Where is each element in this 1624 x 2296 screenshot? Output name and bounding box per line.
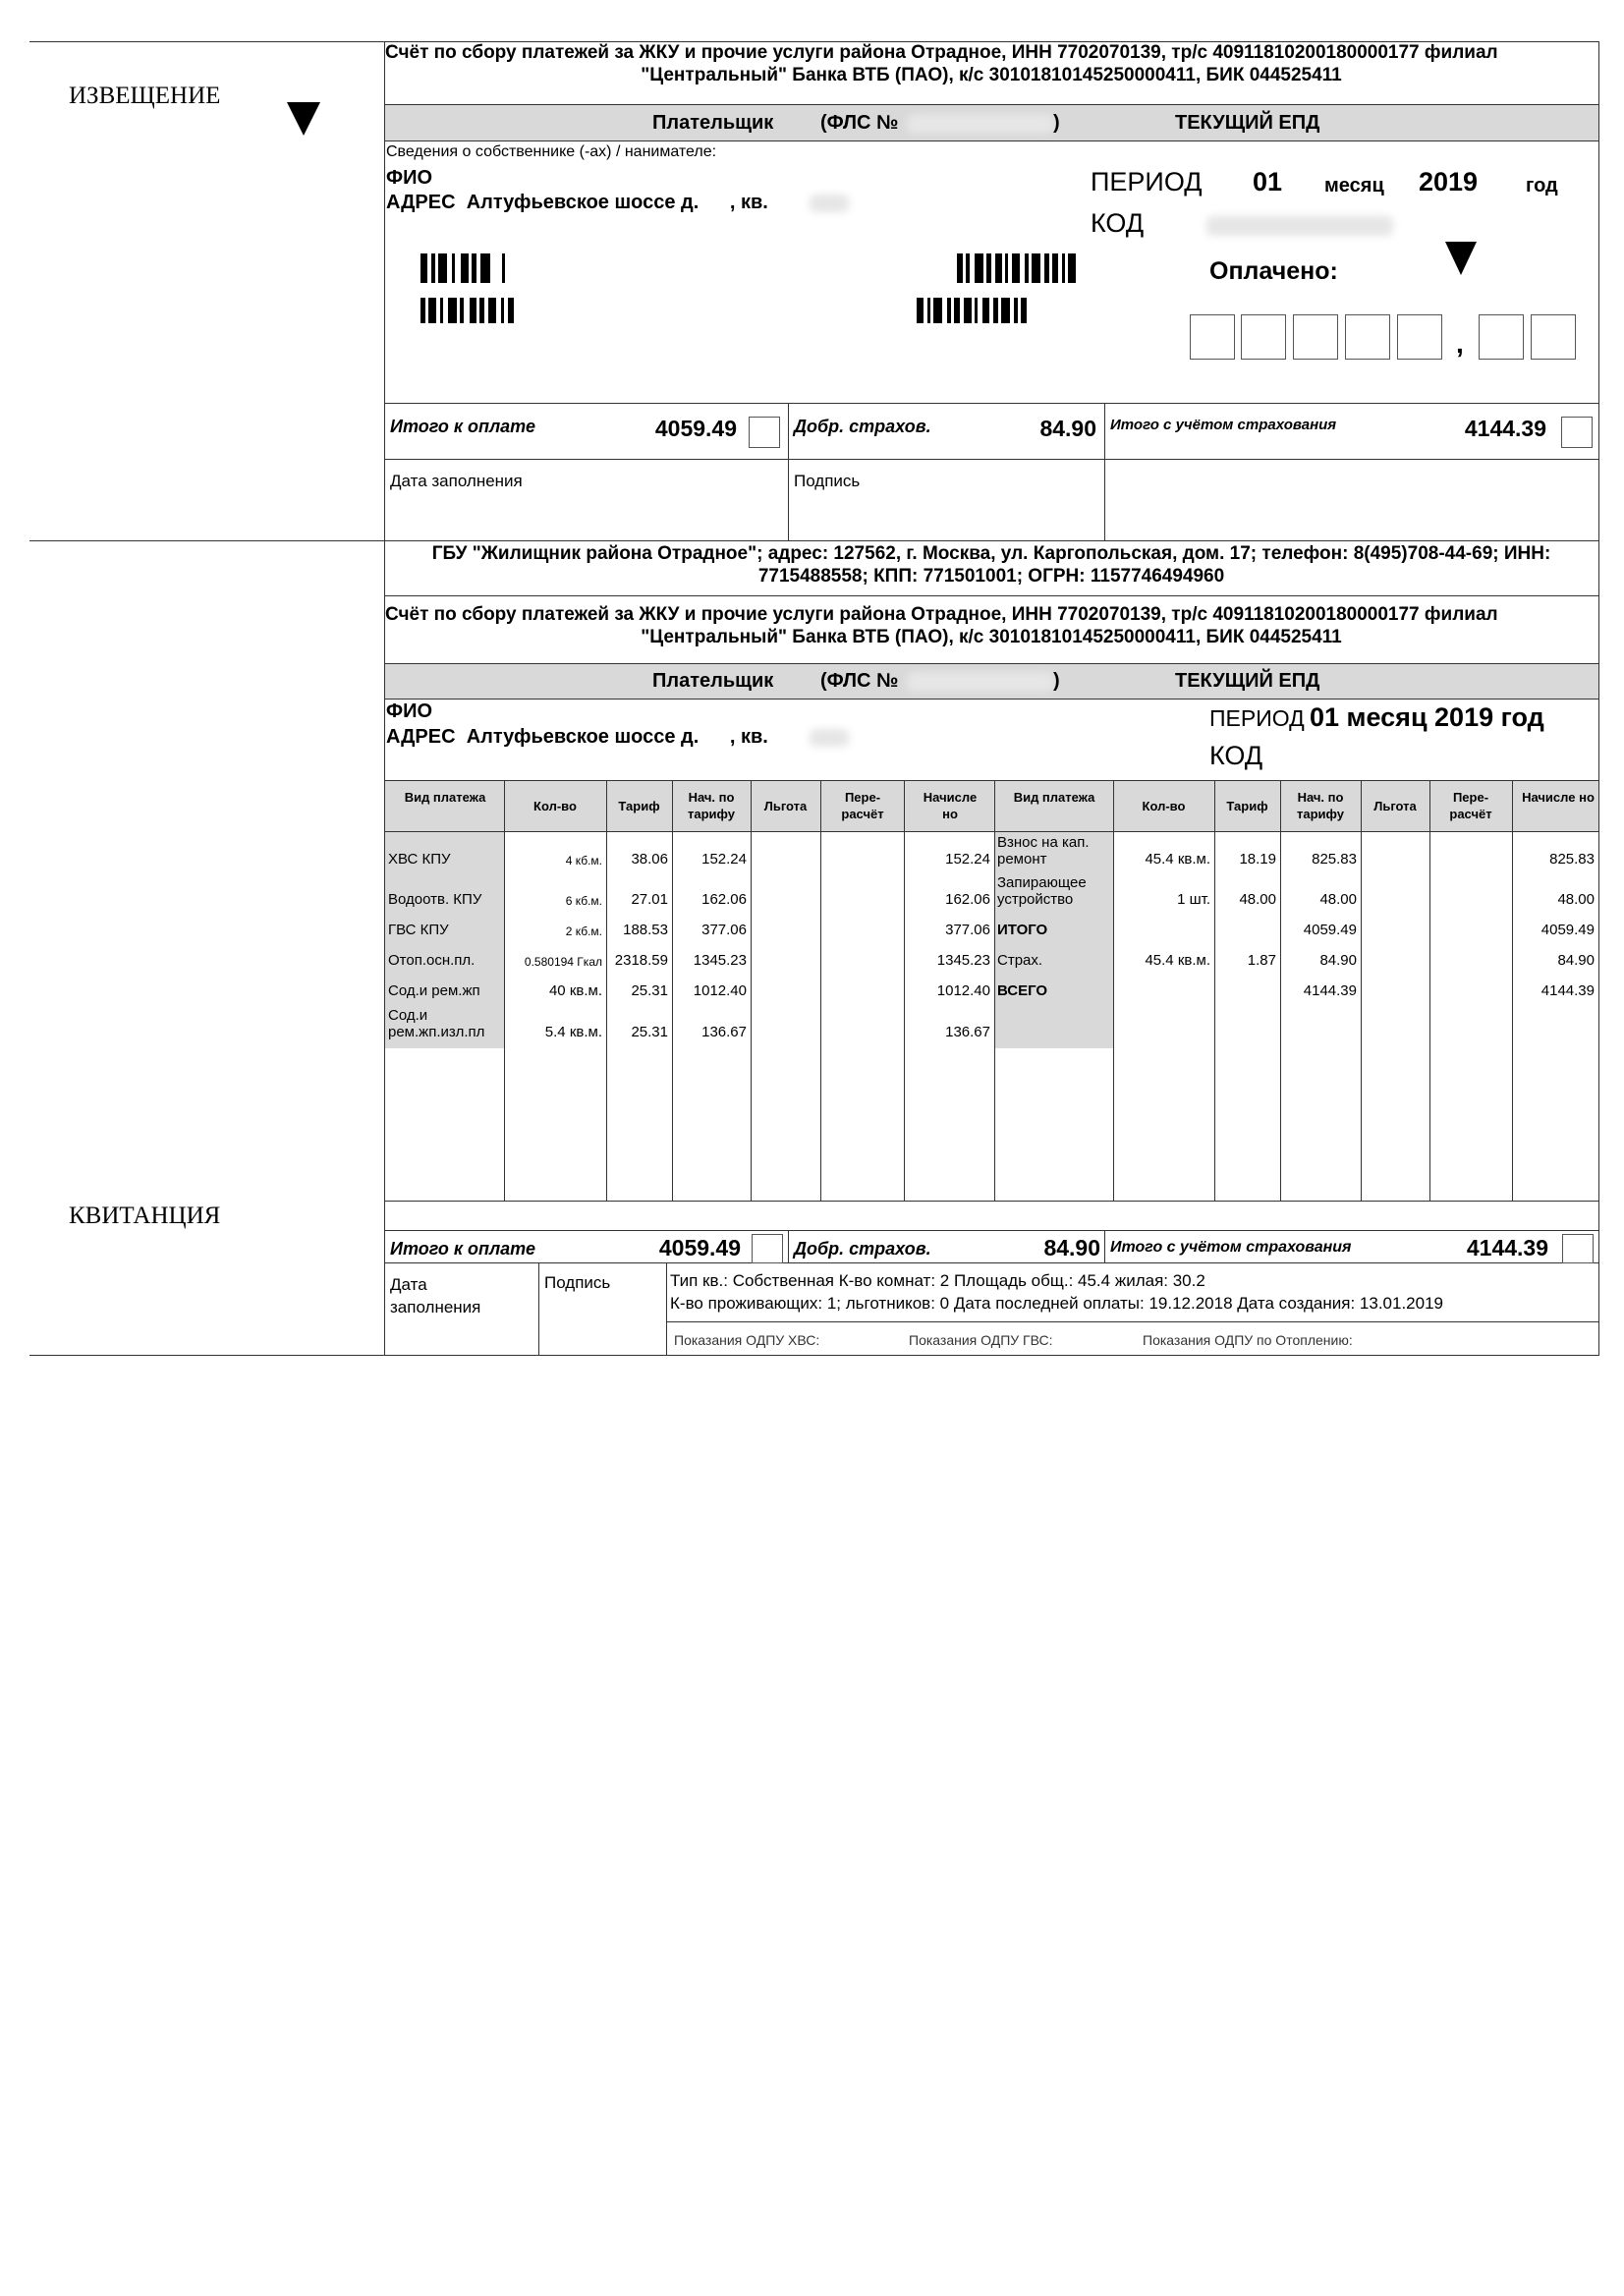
apartment-label: , кв. — [729, 192, 768, 213]
col-header-kol: Кол-во — [533, 799, 577, 813]
address-label: АДРЕС — [386, 726, 456, 748]
paid-digit-box[interactable] — [1190, 314, 1235, 360]
receipt-insurance-value: 84.90 — [1043, 1235, 1100, 1260]
row-name: ИТОГО — [997, 922, 1048, 938]
total-ins-checkbox[interactable] — [1562, 1234, 1594, 1263]
rule — [994, 780, 995, 1201]
rule — [384, 403, 1598, 404]
notice-date-label: Дата заполнения — [390, 472, 523, 490]
receipt-label: КВИТАНЦИЯ — [69, 1203, 221, 1229]
notice-month-word: месяц — [1324, 175, 1384, 196]
row-by-tariff: 1345.23 — [693, 952, 747, 969]
notice-bottom-border — [29, 540, 1599, 541]
rule — [538, 1262, 539, 1355]
receipt-code-label: КОД — [1209, 741, 1263, 770]
row-name: Взнос на кап. ремонт — [997, 834, 1090, 868]
receipt-total-label: Итого к оплате — [390, 1239, 535, 1259]
row-tariff: 25.31 — [631, 982, 668, 999]
col-header-tarif: Тариф — [1226, 799, 1268, 813]
receipt-period-value: 01 месяц 2019 год — [1310, 702, 1544, 732]
row-tariff: 38.06 — [631, 851, 668, 868]
paid-comma: , — [1456, 328, 1464, 359]
rule — [384, 595, 1598, 596]
receipt-total-ins-value: 4144.39 — [1466, 1235, 1548, 1260]
row-name: ХВС КПУ — [388, 851, 451, 868]
row-charged: 84.90 — [1557, 952, 1595, 969]
col-header-vid: Вид платежа — [404, 790, 486, 805]
row-by-tariff: 825.83 — [1312, 851, 1357, 868]
row-charged: 1012.40 — [936, 982, 990, 999]
rule — [1104, 1230, 1105, 1262]
rule — [666, 1321, 1598, 1322]
notice-bank-details — [384, 41, 1598, 86]
col-header-tarif: Тариф — [618, 799, 660, 813]
receipt-epd-label: ТЕКУЩИЙ ЕПД — [1175, 670, 1320, 692]
row-name: Сод.и рем.жп — [388, 982, 480, 999]
col-header-nachisleno: Начисле но — [923, 790, 978, 821]
notice-epd-label: ТЕКУЩИЙ ЕПД — [1175, 112, 1320, 134]
row-charged: 4059.49 — [1540, 922, 1595, 938]
row-tariff: 27.01 — [631, 891, 668, 908]
rule — [384, 140, 1598, 141]
date-label-line1: Дата — [390, 1275, 427, 1294]
rule — [1429, 780, 1430, 1201]
notice-total-ins-value: 4144.39 — [1464, 416, 1546, 441]
row-name: Сод.и рем.жп.изл.пл — [388, 1007, 485, 1040]
notice-period-month: 01 — [1253, 167, 1283, 196]
receipt-fio-label: ФИО — [386, 700, 433, 722]
notice-bank-line2: "Центральный" Банка ВТБ (ПАО), к/с 30101810145250000411, БИК 044525411 — [641, 65, 1342, 85]
row-by-tariff: 84.90 — [1319, 952, 1357, 969]
redacted-account — [907, 672, 1054, 692]
notice-code-label: КОД — [1091, 208, 1145, 238]
row-by-tariff: 136.67 — [701, 1024, 747, 1040]
date-label-line2: заполнения — [390, 1298, 481, 1316]
notice-fls-close: ) — [1053, 112, 1060, 134]
col-header-nachisleno: Начисле но — [1522, 790, 1595, 805]
receipt-fls-close: ) — [1053, 670, 1060, 692]
row-tariff: 1.87 — [1247, 952, 1276, 969]
odpu-gvs-label: Показания ОДПУ ГВС: — [909, 1332, 1053, 1348]
rule — [666, 1262, 667, 1355]
notice-bank-line1: Счёт по сбору платежей за ЖКУ и прочие услуги района Отрадное, ИНН 7702070139, тр/с 40911810200180000177 филиал — [385, 42, 1498, 63]
row-tariff: 25.31 — [631, 1024, 668, 1040]
apartment-info-line2: К-во проживающих: 1; льготников: 0 Дата последней оплаты: 19.12.2018 Дата создания: 13.01.2019 — [670, 1294, 1444, 1313]
col-header-pereraschet: Пере-расчёт — [841, 790, 884, 821]
row-name: ВСЕГО — [997, 982, 1048, 999]
row-qty: 6 кб.м. — [565, 894, 602, 908]
notice-period-year: 2019 — [1419, 167, 1479, 196]
row-charged: 136.67 — [945, 1024, 990, 1040]
receipt-right-border — [1598, 540, 1599, 1356]
row-qty: 1 шт. — [1177, 891, 1210, 908]
row-tariff: 48.00 — [1239, 891, 1276, 908]
row-name: ГВС КПУ — [388, 922, 449, 938]
receipt-address — [386, 726, 768, 749]
receipt-period-label: ПЕРИОД — [1209, 705, 1305, 731]
row-qty: 2 кб.м. — [565, 924, 602, 938]
rule — [820, 780, 821, 1201]
col-header-lgota: Льгота — [1373, 799, 1417, 813]
rule — [788, 1230, 789, 1262]
row-qty: 45.4 кв.м. — [1145, 851, 1210, 868]
row-name: Страх. — [997, 952, 1043, 969]
row-by-tariff: 377.06 — [701, 922, 747, 938]
receipt-bottom-border — [29, 1355, 1599, 1356]
row-by-tariff: 1012.40 — [693, 982, 747, 999]
row-qty: 4 кб.м. — [565, 854, 602, 868]
rule — [1214, 780, 1215, 1201]
rule — [384, 459, 1598, 460]
apartment-info — [670, 1269, 1443, 1315]
rule — [751, 780, 752, 1201]
rule — [1113, 780, 1114, 1201]
rule — [1104, 403, 1105, 540]
rule — [384, 780, 1598, 781]
rule — [384, 831, 1598, 832]
odpu-heat-label: Показания ОДПУ по Отоплению: — [1143, 1332, 1353, 1348]
arrow-down-icon — [1445, 242, 1477, 275]
arrow-down-icon — [287, 102, 320, 136]
col-header-lgota: Льгота — [763, 799, 808, 813]
total-checkbox[interactable] — [749, 417, 780, 448]
notice-payer-label: Плательщик — [652, 112, 774, 134]
receipt-sign-label: Подпись — [544, 1273, 611, 1292]
row-charged: 377.06 — [945, 922, 990, 938]
row-charged: 1345.23 — [936, 952, 990, 969]
receipt-total-value: 4059.49 — [658, 1235, 741, 1260]
notice-year-word: год — [1526, 175, 1558, 196]
notice-insurance-label: Добр. страхов. — [794, 417, 931, 436]
row-charged: 825.83 — [1549, 851, 1595, 868]
redacted-barcode-area — [542, 251, 788, 327]
address-label: АДРЕС — [386, 192, 456, 213]
row-qty: 45.4 кв.м. — [1145, 952, 1210, 969]
apartment-info-line1: Тип кв.: Собственная К-во комнат: 2 Площадь общ.: 45.4 жилая: 30.2 — [670, 1271, 1205, 1290]
notice-fio-label: ФИО — [386, 167, 433, 189]
row-by-tariff: 48.00 — [1319, 891, 1357, 908]
paid-cents-box[interactable] — [1531, 314, 1576, 360]
row-qty: 40 кв.м. — [548, 982, 602, 999]
row-charged: 48.00 — [1557, 891, 1595, 908]
rule — [384, 1230, 1598, 1231]
redacted-code — [1206, 216, 1393, 236]
total-ins-checkbox[interactable] — [1561, 417, 1593, 448]
col-header-vid: Вид платежа — [1013, 790, 1095, 805]
row-by-tariff: 4059.49 — [1303, 922, 1357, 938]
redacted-apartment — [810, 729, 849, 747]
row-name: Запирающее устройство — [997, 874, 1087, 908]
receipt-bank-details — [384, 603, 1598, 648]
paid-digit-box[interactable] — [1397, 314, 1442, 360]
col-header-nach-tarif: Нач. по тарифу — [688, 790, 735, 821]
org-line2: 7715488558; КПП: 771501001; ОГРН: 1157746494960 — [757, 566, 1225, 587]
receipt-fls-label: (ФЛС № — [820, 670, 899, 692]
rule — [788, 403, 789, 540]
notice-sign-label: Подпись — [794, 472, 861, 490]
notice-insurance-value: 84.90 — [1039, 416, 1096, 441]
receipt-bank-line2: "Центральный" Банка ВТБ (ПАО), к/с 30101810145250000411, БИК 044525411 — [641, 627, 1342, 647]
notice-total-label: Итого к оплате — [390, 417, 535, 436]
row-tariff: 18.19 — [1239, 851, 1276, 868]
apartment-label: , кв. — [729, 726, 768, 748]
row-tariff: 2318.59 — [614, 952, 668, 969]
org-details — [384, 542, 1598, 588]
row-charged: 152.24 — [945, 851, 990, 868]
col-header-pereraschet: Пере-расчёт — [1449, 790, 1492, 821]
notice-label: ИЗВЕЩЕНИЕ — [69, 83, 221, 109]
receipt-bank-line1: Счёт по сбору платежей за ЖКУ и прочие услуги района Отрадное, ИНН 7702070139, тр/с 40911810200180000177 филиал — [385, 604, 1498, 625]
row-by-tariff: 4144.39 — [1303, 982, 1357, 999]
notice-address — [386, 192, 768, 214]
paid-digit-box[interactable] — [1345, 314, 1390, 360]
notice-total-value: 4059.49 — [654, 416, 737, 441]
redacted-apartment — [810, 195, 849, 212]
col-header-nach-tarif: Нач. по тарифу — [1297, 790, 1344, 821]
rule — [384, 1262, 1598, 1263]
rule — [384, 699, 1598, 700]
notice-total-ins-label: Итого с учётом страхования — [1110, 417, 1337, 433]
receipt-insurance-label: Добр. страхов. — [794, 1239, 931, 1259]
receipt-payer-label: Плательщик — [652, 670, 774, 692]
address-value: Алтуфьевское шоссе д. — [466, 726, 700, 748]
row-charged: 4144.39 — [1540, 982, 1595, 999]
paid-digit-box[interactable] — [1241, 314, 1286, 360]
owner-info-caption: Сведения о собственнике (-ах) / нанимателе: — [386, 143, 717, 160]
notice-period-label: ПЕРИОД — [1091, 167, 1203, 196]
address-value: Алтуфьевское шоссе д. — [466, 192, 700, 213]
row-name: Водоотв. КПУ — [388, 891, 482, 908]
row-charged: 162.06 — [945, 891, 990, 908]
row-qty: 5.4 кв.м. — [544, 1024, 602, 1040]
notice-fls-label: (ФЛС № — [820, 112, 899, 134]
receipt-total-ins-label: Итого с учётом страхования — [1110, 1239, 1352, 1256]
redacted-account — [907, 114, 1054, 134]
col-header-kol: Кол-во — [1142, 799, 1186, 813]
row-name: Отоп.осн.пл. — [388, 952, 476, 969]
paid-cents-box[interactable] — [1479, 314, 1524, 360]
org-line1: ГБУ "Жилищник района Отрадное"; адрес: 127562, г. Москва, ул. Каргопольская, дом. 17; телефон: 8(495)708-44-69; ИНН: — [431, 543, 1551, 564]
paid-digit-box[interactable] — [1293, 314, 1338, 360]
row-by-tariff: 152.24 — [701, 851, 747, 868]
odpu-hvs-label: Показания ОДПУ ХВС: — [674, 1332, 820, 1348]
receipt-date-label — [390, 1273, 480, 1318]
rule — [1361, 780, 1362, 1201]
row-qty: 0.580194 Гкал — [524, 955, 602, 969]
row-tariff: 188.53 — [623, 922, 668, 938]
total-checkbox[interactable] — [752, 1234, 783, 1263]
row-by-tariff: 162.06 — [701, 891, 747, 908]
rule — [384, 1201, 1598, 1202]
paid-label: Оплачено: — [1209, 257, 1338, 285]
notice-right-border — [1598, 41, 1599, 540]
